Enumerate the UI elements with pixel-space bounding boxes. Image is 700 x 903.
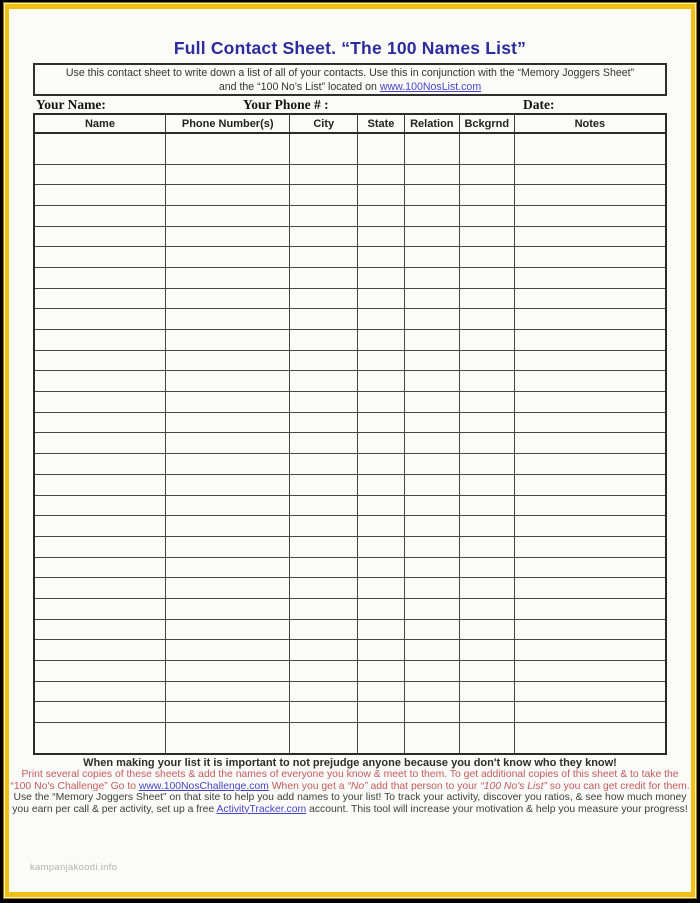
table-cell [404, 371, 459, 392]
table-cell [34, 185, 165, 206]
your-phone-label: Your Phone # : [243, 97, 329, 112]
table-cell [165, 371, 290, 392]
footer-red-line-2-text: add that person to your [367, 780, 481, 792]
table-cell [404, 474, 459, 495]
footer-black-line-2-text: you earn per call & per activity, set up a free [12, 803, 217, 815]
table-cell [358, 288, 405, 309]
table-cell [290, 557, 358, 578]
table-cell [165, 288, 290, 309]
table-row [34, 640, 666, 661]
table-cell [34, 557, 165, 578]
column-header-city: City [290, 114, 358, 133]
table-cell [459, 330, 514, 351]
table-cell [514, 495, 666, 516]
table-cell [165, 267, 290, 288]
footer-red-line-2-text: so you can get credit for them. [546, 780, 690, 792]
table-cell [290, 598, 358, 619]
table-cell [404, 661, 459, 682]
contact-table [33, 113, 667, 755]
table-cell [404, 133, 459, 164]
table-cell [34, 495, 165, 516]
info-row [0, 97, 700, 113]
table-cell [290, 267, 358, 288]
table-cell [514, 412, 666, 433]
table-cell [459, 205, 514, 226]
table-cell [514, 433, 666, 454]
nos-list-link[interactable]: www.100NosList.com [379, 81, 482, 93]
table-cell [165, 495, 290, 516]
footer-paragraph [8, 769, 692, 815]
table-cell [459, 578, 514, 599]
table-cell [290, 661, 358, 682]
table-cell [290, 536, 358, 557]
table-row [34, 267, 666, 288]
table-cell [165, 702, 290, 723]
table-cell [459, 392, 514, 413]
table-cell [165, 578, 290, 599]
table-row [34, 412, 666, 433]
table-cell [404, 516, 459, 537]
table-cell [459, 133, 514, 164]
table-cell [459, 723, 514, 754]
intro-line-2-text: and the “100 No's List” located on [218, 81, 380, 93]
intro-line-2 [35, 80, 665, 94]
footer-red-line-2-text: “100 No's Challenge” Go to [10, 780, 139, 792]
footer-bold-note: When making your list it is important to not prejudge anyone because you don't know who they know! [83, 757, 617, 769]
table-cell [404, 267, 459, 288]
table-cell [459, 309, 514, 330]
table-cell [404, 205, 459, 226]
table-cell [358, 392, 405, 413]
table-cell [514, 288, 666, 309]
table-cell [404, 557, 459, 578]
table-cell [165, 536, 290, 557]
table-cell [34, 516, 165, 537]
table-cell [514, 702, 666, 723]
table-cell [514, 516, 666, 537]
table-cell [165, 474, 290, 495]
table-cell [514, 164, 666, 185]
footer-red-line-2-italic: “100 No's List” [480, 780, 547, 792]
table-header-row [34, 114, 666, 133]
table-cell [34, 133, 165, 164]
table-row [34, 723, 666, 754]
table-cell [459, 474, 514, 495]
table-cell [358, 247, 405, 268]
table-cell [358, 454, 405, 475]
table-cell [34, 661, 165, 682]
column-header-notes: Notes [514, 114, 666, 133]
table-row [34, 619, 666, 640]
activity-tracker-link[interactable]: ActivityTracker.com [216, 803, 307, 815]
table-cell [358, 723, 405, 754]
table-cell [514, 681, 666, 702]
table-cell [514, 640, 666, 661]
table-row [34, 681, 666, 702]
table-cell [290, 619, 358, 640]
table-cell [514, 598, 666, 619]
table-cell [34, 330, 165, 351]
footer-red-line-2 [8, 781, 692, 793]
table-cell [358, 309, 405, 330]
table-cell [358, 371, 405, 392]
table-cell [165, 598, 290, 619]
table-cell [404, 392, 459, 413]
table-row [34, 288, 666, 309]
table-cell [165, 133, 290, 164]
table-cell [290, 474, 358, 495]
table-row [34, 133, 666, 164]
table-cell [404, 495, 459, 516]
table-cell [514, 247, 666, 268]
column-header-phone-number-s-: Phone Number(s) [165, 114, 290, 133]
table-cell [165, 330, 290, 351]
table-cell [358, 702, 405, 723]
table-cell [165, 412, 290, 433]
table-cell [290, 454, 358, 475]
table-cell [358, 433, 405, 454]
table-cell [404, 412, 459, 433]
table-cell [358, 267, 405, 288]
table-cell [514, 309, 666, 330]
page-title: Full Contact Sheet. “The 100 Names List” [173, 38, 527, 58]
table-cell [290, 185, 358, 206]
table-row [34, 350, 666, 371]
table-cell [290, 702, 358, 723]
table-cell [358, 578, 405, 599]
table-cell [404, 619, 459, 640]
table-row [34, 164, 666, 185]
watermark-text: kampanjakoodi.info [30, 862, 118, 873]
column-header-state: State [358, 114, 405, 133]
intro-instructions-box [33, 63, 667, 96]
table-cell [165, 681, 290, 702]
table-cell [290, 392, 358, 413]
table-cell [165, 640, 290, 661]
table-cell [165, 557, 290, 578]
table-cell [459, 495, 514, 516]
table-cell [34, 723, 165, 754]
table-cell [34, 578, 165, 599]
table-cell [165, 164, 290, 185]
table-cell [404, 185, 459, 206]
table-cell [358, 681, 405, 702]
table-cell [514, 392, 666, 413]
table-cell [459, 598, 514, 619]
table-cell [459, 164, 514, 185]
table-cell [459, 288, 514, 309]
table-cell [459, 454, 514, 475]
table-cell [290, 578, 358, 599]
table-cell [404, 454, 459, 475]
table-row [34, 330, 666, 351]
table-cell [514, 557, 666, 578]
table-cell [514, 661, 666, 682]
table-cell [34, 702, 165, 723]
table-cell [358, 516, 405, 537]
table-cell [165, 516, 290, 537]
column-header-name: Name [34, 114, 165, 133]
table-cell [358, 598, 405, 619]
table-cell [358, 330, 405, 351]
table-cell [459, 267, 514, 288]
table-cell [34, 247, 165, 268]
table-cell [165, 392, 290, 413]
table-cell [459, 619, 514, 640]
column-header-relation: Relation [404, 114, 459, 133]
table-cell [290, 226, 358, 247]
table-cell [290, 133, 358, 164]
table-cell [358, 619, 405, 640]
table-row [34, 226, 666, 247]
table-cell [459, 226, 514, 247]
table-cell [459, 371, 514, 392]
table-cell [165, 185, 290, 206]
table-cell [404, 433, 459, 454]
table-cell [459, 433, 514, 454]
table-cell [404, 702, 459, 723]
table-cell [34, 350, 165, 371]
table-cell [165, 350, 290, 371]
footer-red-line-1: Print several copies of these sheets & add the names of everyone you know & meet to them. To get additional copies of this sheet & to take the [21, 769, 679, 780]
table-cell [459, 350, 514, 371]
table-cell [459, 702, 514, 723]
table-cell [358, 350, 405, 371]
table-cell [358, 557, 405, 578]
table-cell [165, 433, 290, 454]
table-cell [404, 330, 459, 351]
table-cell [34, 412, 165, 433]
table-row [34, 702, 666, 723]
table-cell [404, 598, 459, 619]
table-row [34, 371, 666, 392]
table-header [34, 114, 666, 133]
table-cell [165, 619, 290, 640]
table-cell [290, 495, 358, 516]
table-cell [34, 598, 165, 619]
table-row [34, 557, 666, 578]
column-header-bckgrnd: Bckgrnd [459, 114, 514, 133]
table-cell [290, 164, 358, 185]
table-cell [34, 474, 165, 495]
table-row [34, 392, 666, 413]
table-cell [514, 619, 666, 640]
table-cell [34, 681, 165, 702]
table-cell [290, 433, 358, 454]
table-cell [404, 640, 459, 661]
table-cell [290, 681, 358, 702]
footer-black-line-1: Use the “Memory Joggers Sheet” on that site to help you add names to your list! To track your activity, discover you ratios, & see how much money [13, 792, 687, 804]
table-cell [290, 330, 358, 351]
footer-black-line-2-text: account. This tool will increase your motivation & help you measure your progress! [306, 803, 688, 815]
table-cell [290, 371, 358, 392]
table-row [34, 495, 666, 516]
table-cell [459, 516, 514, 537]
table-cell [358, 536, 405, 557]
table-cell [358, 412, 405, 433]
table-cell [34, 226, 165, 247]
table-cell [34, 371, 165, 392]
table-cell [459, 681, 514, 702]
nos-challenge-link[interactable]: www.100NosChallenge.com [138, 780, 269, 792]
table-cell [290, 309, 358, 330]
table-cell [459, 412, 514, 433]
table-cell [459, 640, 514, 661]
intro-line-1: Use this contact sheet to write down a list of all of your contacts. Use this in conjunction with the “Memory Joggers Sheet” [65, 67, 635, 79]
table-row [34, 516, 666, 537]
table-cell [514, 267, 666, 288]
table-row [34, 474, 666, 495]
table-cell [165, 661, 290, 682]
table-cell [290, 205, 358, 226]
table-cell [358, 495, 405, 516]
date-label: Date: [523, 97, 555, 112]
table-cell [358, 133, 405, 164]
table-cell [459, 536, 514, 557]
table-cell [290, 412, 358, 433]
table-row [34, 309, 666, 330]
table-cell [404, 578, 459, 599]
table-cell [514, 454, 666, 475]
table-cell [358, 164, 405, 185]
table-cell [34, 619, 165, 640]
table-cell [290, 247, 358, 268]
table-cell [290, 350, 358, 371]
table-row [34, 247, 666, 268]
table-cell [404, 164, 459, 185]
table-row [34, 185, 666, 206]
table-cell [290, 723, 358, 754]
table-cell [34, 205, 165, 226]
table-cell [459, 557, 514, 578]
table-cell [404, 309, 459, 330]
table-cell [404, 288, 459, 309]
table-cell [358, 226, 405, 247]
table-row [34, 598, 666, 619]
table-cell [358, 640, 405, 661]
table-cell [514, 133, 666, 164]
table-cell [404, 350, 459, 371]
table-cell [514, 205, 666, 226]
table-row [34, 578, 666, 599]
table-cell [165, 454, 290, 475]
table-row [34, 536, 666, 557]
table-cell [459, 661, 514, 682]
table-cell [165, 226, 290, 247]
table-cell [404, 247, 459, 268]
your-name-label: Your Name: [36, 97, 106, 112]
table-cell [514, 226, 666, 247]
table-cell [404, 226, 459, 247]
table-row [34, 661, 666, 682]
table-cell [34, 392, 165, 413]
table-cell [459, 185, 514, 206]
table-cell [34, 454, 165, 475]
table-cell [514, 536, 666, 557]
table-cell [165, 723, 290, 754]
table-cell [34, 640, 165, 661]
table-cell [34, 164, 165, 185]
table-cell [358, 661, 405, 682]
table-row [34, 454, 666, 475]
footer-red-line-2-italic: “No” [347, 780, 368, 792]
table-cell [358, 205, 405, 226]
table-cell [34, 536, 165, 557]
table-cell [290, 288, 358, 309]
table-cell [165, 309, 290, 330]
table-row [34, 433, 666, 454]
table-cell [165, 205, 290, 226]
footer-red-line-2-text: When you get a [268, 780, 348, 792]
table-cell [34, 267, 165, 288]
table-cell [404, 723, 459, 754]
table-cell [165, 247, 290, 268]
table-body [34, 133, 666, 754]
table-cell [514, 185, 666, 206]
table-cell [358, 474, 405, 495]
table-cell [358, 185, 405, 206]
footer-black-line-2 [8, 804, 692, 816]
table-cell [514, 474, 666, 495]
table-cell [514, 578, 666, 599]
table-cell [514, 371, 666, 392]
table-cell [290, 640, 358, 661]
table-cell [514, 330, 666, 351]
table-cell [404, 536, 459, 557]
table-cell [514, 350, 666, 371]
table-cell [514, 723, 666, 754]
table-cell [404, 681, 459, 702]
table-cell [34, 288, 165, 309]
table-cell [34, 433, 165, 454]
table-cell [290, 516, 358, 537]
table-cell [34, 309, 165, 330]
table-row [34, 205, 666, 226]
table-cell [459, 247, 514, 268]
